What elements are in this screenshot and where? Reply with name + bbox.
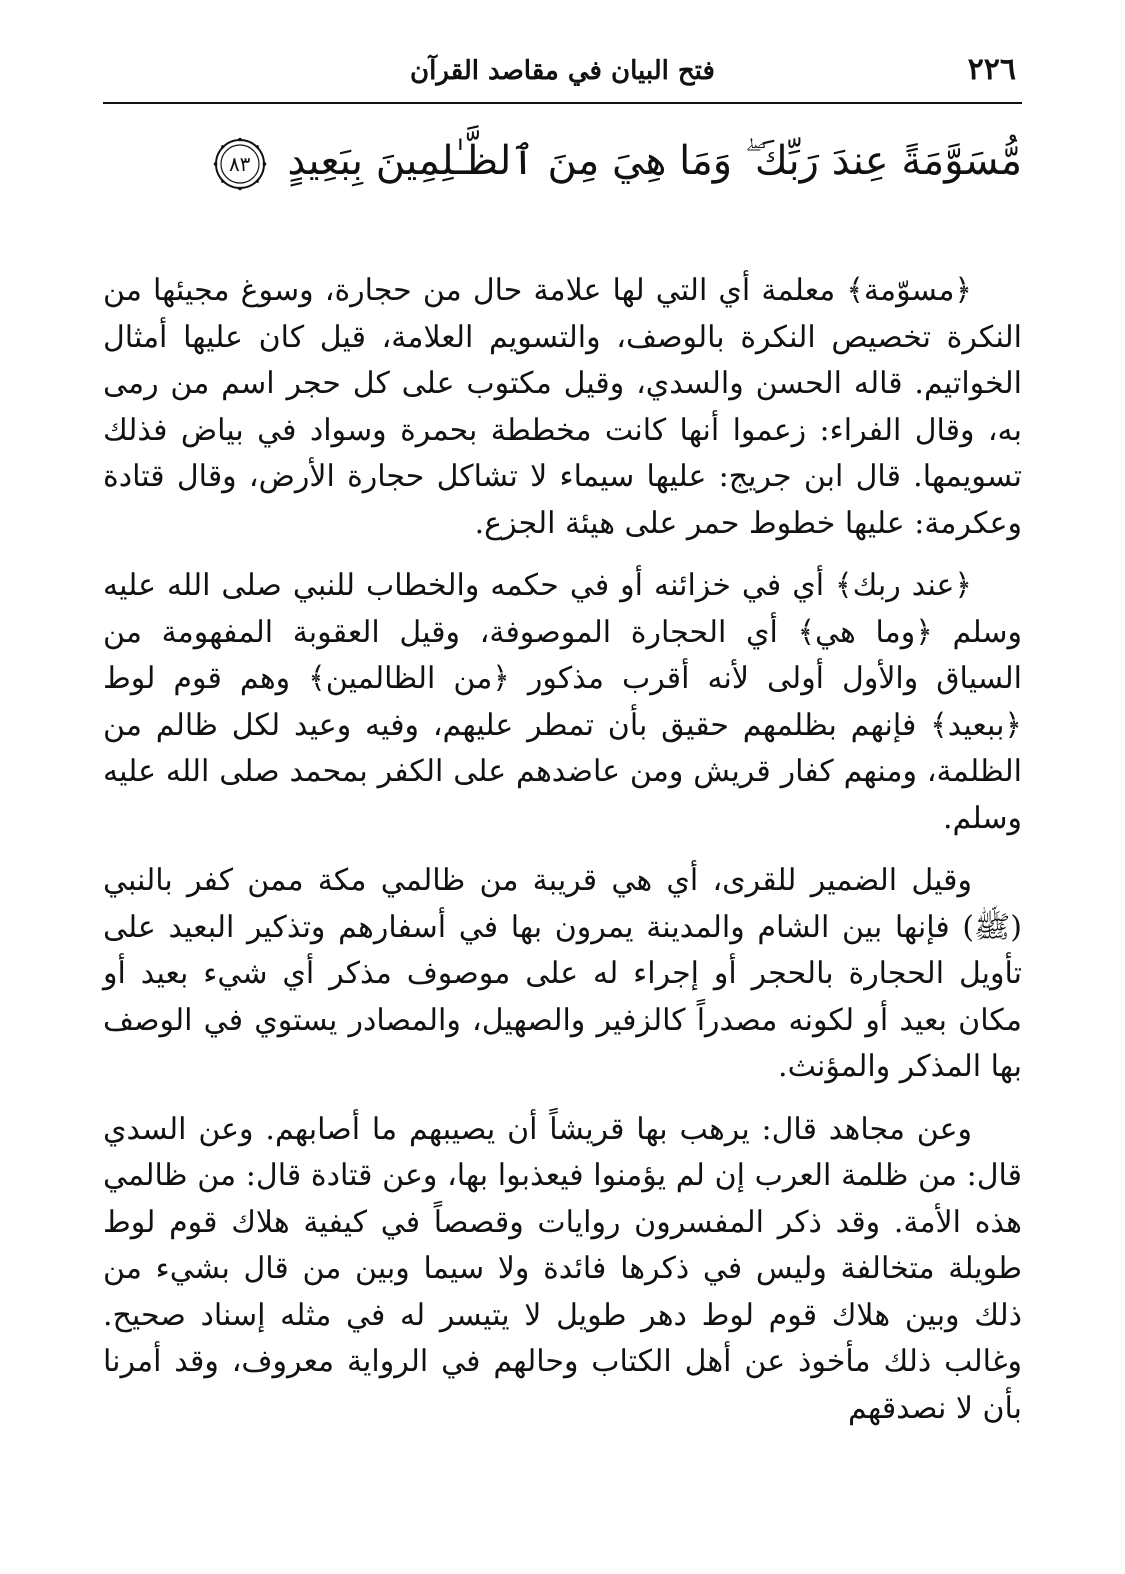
paragraph-2: ﴿عند ربك﴾ أي في خزائنه أو في حكمه والخطاب للنبي صلى الله عليه وسلم ﴿وما هي﴾ أي الحجارة الموصوفة، وقيل العقوبة المفهومة من السياق والأول أولى لأنه أقرب مذكور ﴿من الظالمين﴾ وهم قوم لوط ﴿ببعيد﴾ فإنهم بظلمهم حقيق بأن تمطر عليهم، وفيه وعيد لكل ظالم من الظلمة، ومنهم كفار قريش ومن عاضدهم على الكفر بمحمد صلى الله عليه وسلم. xyxy=(103,568,1022,836)
quran-verse xyxy=(150,126,1022,196)
paragraph-1: ﴿مسوّمة﴾ معلمة أي التي لها علامة حال من حجارة، وسوغ مجيئها من النكرة تخصيص النكرة بالوصف، والتسويم العلامة، قيل كان عليها أمثال الخواتيم. قاله الحسن والسدي، وقيل مكتوب على كل حجر اسم من رمى به، وقال الفراء: زعموا أنها كانت مخططة بحمرة وسواد في بياض فذلك تسويمها. قال ابن جريج: عليها سيماء لا تشاكل حجارة الأرض، وقال قتادة وعكرمة: عليها خطوط حمر على هيئة الجزع. xyxy=(103,273,1022,541)
paragraph-4: وعن مجاهد قال: يرهب بها قريشاً أن يصيبهم ما أصابهم. وعن السدي قال: من ظلمة العرب إن لم يؤمنوا فيعذبوا بها، وعن قتادة قال: من ظالمي هذه الأمة. وقد ذكر المفسرون روايات وقصصاً في كيفية هلاك قوم لوط طويلة متخالفة وليس في ذكرها فائدة ولا سيما وبين من قال بشيء من ذلك وبين هلاك قوم لوط دهر طويل لا يتيسر له في مثله إسناد صحيح. وغالب ذلك مأخوذ عن أهل الكتاب وحالهم في الرواية معروف، وقد أمرنا بأن لا نصدقهم xyxy=(103,1111,1022,1426)
verse-text: مُّسَوَّمَةً عِندَ رَبِّكَ ۖ وَمَا هِيَ مِنَ ٱلظَّـٰلِمِينَ بِبَعِيدٍ xyxy=(287,138,1022,184)
running-title: فتح البيان في مقاصد القرآن xyxy=(410,56,715,86)
verse-number-marker xyxy=(213,137,267,191)
commentary-body xyxy=(103,268,1022,1448)
paragraph-3: وقيل الضمير للقرى، أي هي قريبة من ظالمي مكة ممن كفر بالنبي (ﷺ) فإنها بين الشام والمدينة يمرون بها في أسفارهم وتذكير البعيد على تأويل الحجارة بالحجر أو إجراء له على موصوف مذكر أي شيء بعيد أو مكان بعيد أو لكونه مصدراً كالزفير والصهيل، والمصادر يستوي في الوصف بها المذكر والمؤنث. xyxy=(103,863,1022,1084)
header-divider xyxy=(103,102,1022,104)
page-header xyxy=(103,46,1022,98)
verse-number: ٨٣ xyxy=(228,152,251,176)
page-number: ٢٢٦ xyxy=(967,52,1016,87)
